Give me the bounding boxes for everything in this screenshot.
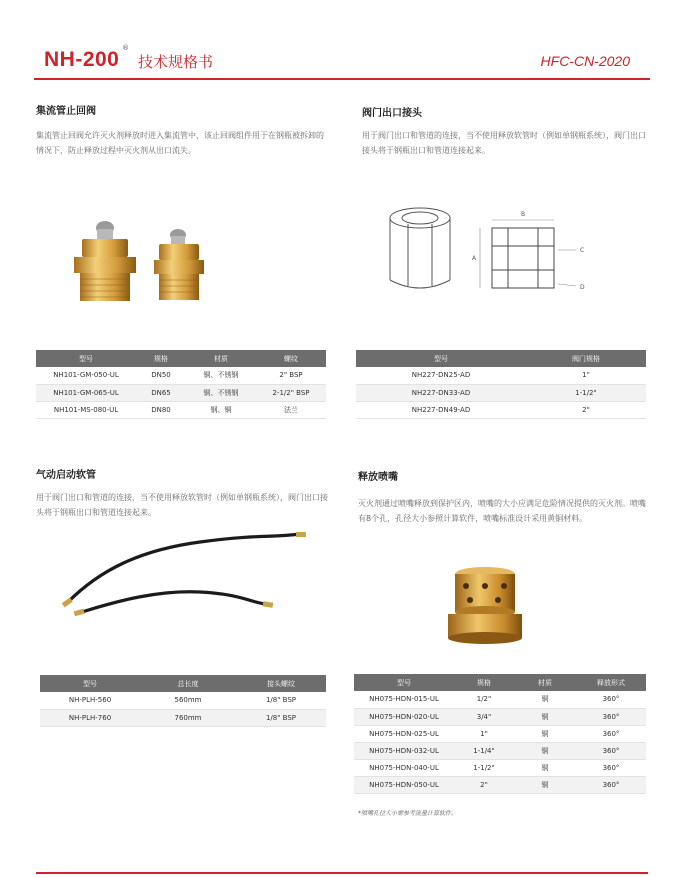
table-cell: 铜、不锈钢	[186, 367, 256, 384]
table-row	[40, 709, 326, 726]
table-row	[354, 708, 646, 725]
table-cell: 铜	[514, 776, 576, 793]
table-cell: 360°	[576, 708, 646, 725]
column-header: 型号	[356, 350, 526, 367]
table-cell: 铜	[514, 725, 576, 742]
column-header: 阀门规格	[526, 350, 646, 367]
valve-outlet-table	[356, 350, 646, 419]
registered-mark: ®	[122, 44, 129, 52]
table-cell: 2"	[454, 776, 514, 793]
table-cell: 2-1/2" BSP	[256, 384, 326, 401]
table-row	[354, 742, 646, 759]
check-valve-title: 集流管止回阀	[36, 106, 96, 117]
table-cell: NH227-DN25-AD	[356, 367, 526, 384]
table-cell: NH075-HDN-020-UL	[354, 708, 454, 725]
table-cell: 1-1/2"	[526, 384, 646, 401]
table-row	[354, 691, 646, 708]
column-header: 总长度	[140, 675, 236, 692]
valve-outlet-description: 用于阀门出口和管道的连接，当不使用释放软管时（例如单钢瓶系统），阀门出口接头将于钢瓶出口和管道连接起来。	[362, 131, 646, 155]
table-cell: DN80	[136, 401, 186, 418]
check-valve-description: 集流管止回阀允许灭火剂释放时进入集流管中，该止回阀组件用于在钢瓶被拆卸的情况下，防止释放过程中灭火剂从出口流失。	[36, 131, 324, 155]
table-row	[356, 401, 646, 418]
table-cell: NH075-HDN-032-UL	[354, 742, 454, 759]
check-valve-photo	[60, 215, 230, 315]
table-cell: 560mm	[140, 692, 236, 709]
table-cell: 360°	[576, 776, 646, 793]
document-title: 技术规格书	[138, 53, 214, 71]
table-cell: NH075-HDN-015-UL	[354, 691, 454, 708]
table-cell: NH227-DN33-AD	[356, 384, 526, 401]
page-header	[34, 44, 650, 82]
nozzle-description: 灭火剂通过喷嘴释放到保护区内，喷嘴的大小应满足危险情况提供的灭火剂。喷嘴有8个孔，孔径大小参照计算软件，喷嘴标准设计采用黄铜材料。	[358, 499, 646, 523]
table-cell: 铜	[514, 708, 576, 725]
column-header: 螺纹	[256, 350, 326, 367]
table-cell: NH075-HDN-040-UL	[354, 759, 454, 776]
table-row	[36, 367, 326, 384]
nozzle-table	[354, 674, 646, 794]
table-cell: 1-1/2"	[454, 759, 514, 776]
table-cell: 钢、铜	[186, 401, 256, 418]
table-cell: 铜	[514, 759, 576, 776]
table-row	[36, 401, 326, 418]
hose-title: 气动启动软管	[36, 470, 96, 481]
table-cell: 1/8" BSP	[236, 709, 326, 726]
table-cell: 3/4"	[454, 708, 514, 725]
table-row	[36, 384, 326, 401]
table-cell: NH075-HDN-025-UL	[354, 725, 454, 742]
brand-name: NH-200	[44, 48, 120, 71]
table-header-row	[40, 675, 326, 692]
table-cell: NH101-GM-065-UL	[36, 384, 136, 401]
table-row	[354, 759, 646, 776]
table-cell: NH101-GM-050-UL	[36, 367, 136, 384]
table-cell: 1/8" BSP	[236, 692, 326, 709]
valve-outlet-diagram	[380, 200, 610, 300]
column-header: 型号	[354, 674, 454, 691]
nozzle-photo	[440, 564, 530, 648]
table-row	[356, 367, 646, 384]
table-cell: 1"	[454, 725, 514, 742]
table-cell: NH227-DN49-AD	[356, 401, 526, 418]
table-cell: NH075-HDN-050-UL	[354, 776, 454, 793]
column-header: 材质	[186, 350, 256, 367]
table-cell: 360°	[576, 725, 646, 742]
dimension-label-d: D	[580, 284, 585, 291]
column-header: 接头螺纹	[236, 675, 326, 692]
column-header: 规格	[454, 674, 514, 691]
table-cell: 1/2"	[454, 691, 514, 708]
dimension-label-a: A	[471, 255, 477, 262]
table-header-row	[356, 350, 646, 367]
table-cell: 铜	[514, 742, 576, 759]
table-header-row	[36, 350, 326, 367]
table-header-row	[354, 674, 646, 691]
table-cell: NH-PLH-760	[40, 709, 140, 726]
column-header: 规格	[136, 350, 186, 367]
table-cell: 铜	[514, 691, 576, 708]
table-row	[40, 692, 326, 709]
table-cell: NH101-MS-080-UL	[36, 401, 136, 418]
table-cell: DN65	[136, 384, 186, 401]
table-row	[354, 725, 646, 742]
column-header: 材质	[514, 674, 576, 691]
table-cell: NH-PLH-560	[40, 692, 140, 709]
table-cell: 360°	[576, 759, 646, 776]
hose-table	[40, 675, 326, 727]
table-row	[356, 384, 646, 401]
table-cell: 2"	[526, 401, 646, 418]
dimension-label-c: C	[580, 247, 585, 254]
dimension-label-b: B	[520, 211, 526, 218]
table-cell: 法兰	[256, 401, 326, 418]
table-cell: 2" BSP	[256, 367, 326, 384]
hose-description: 用于阀门出口和管道的连接，当不使用释放软管时（例如单钢瓶系统），阀门出口接头将于钢瓶出口和管道连接起来。	[36, 493, 328, 517]
table-cell: 360°	[576, 742, 646, 759]
nozzle-footnote: *喷嘴孔径大小需参考流量计算软件。	[358, 810, 458, 817]
column-header: 型号	[40, 675, 140, 692]
table-cell: 760mm	[140, 709, 236, 726]
hose-photo	[60, 530, 320, 620]
column-header: 型号	[36, 350, 136, 367]
footer-divider	[36, 872, 648, 874]
column-header: 释放形式	[576, 674, 646, 691]
table-row	[354, 776, 646, 793]
table-cell: DN50	[136, 367, 186, 384]
table-cell: 1"	[526, 367, 646, 384]
check-valve-table	[36, 350, 326, 419]
table-cell: 360°	[576, 691, 646, 708]
table-cell: 铜、不锈钢	[186, 384, 256, 401]
header-divider	[34, 78, 650, 80]
document-code: HFC-CN-2020	[540, 53, 630, 69]
valve-outlet-title: 阀门出口接头	[362, 108, 422, 119]
nozzle-title: 释放喷嘴	[358, 472, 398, 483]
table-cell: 1-1/4"	[454, 742, 514, 759]
